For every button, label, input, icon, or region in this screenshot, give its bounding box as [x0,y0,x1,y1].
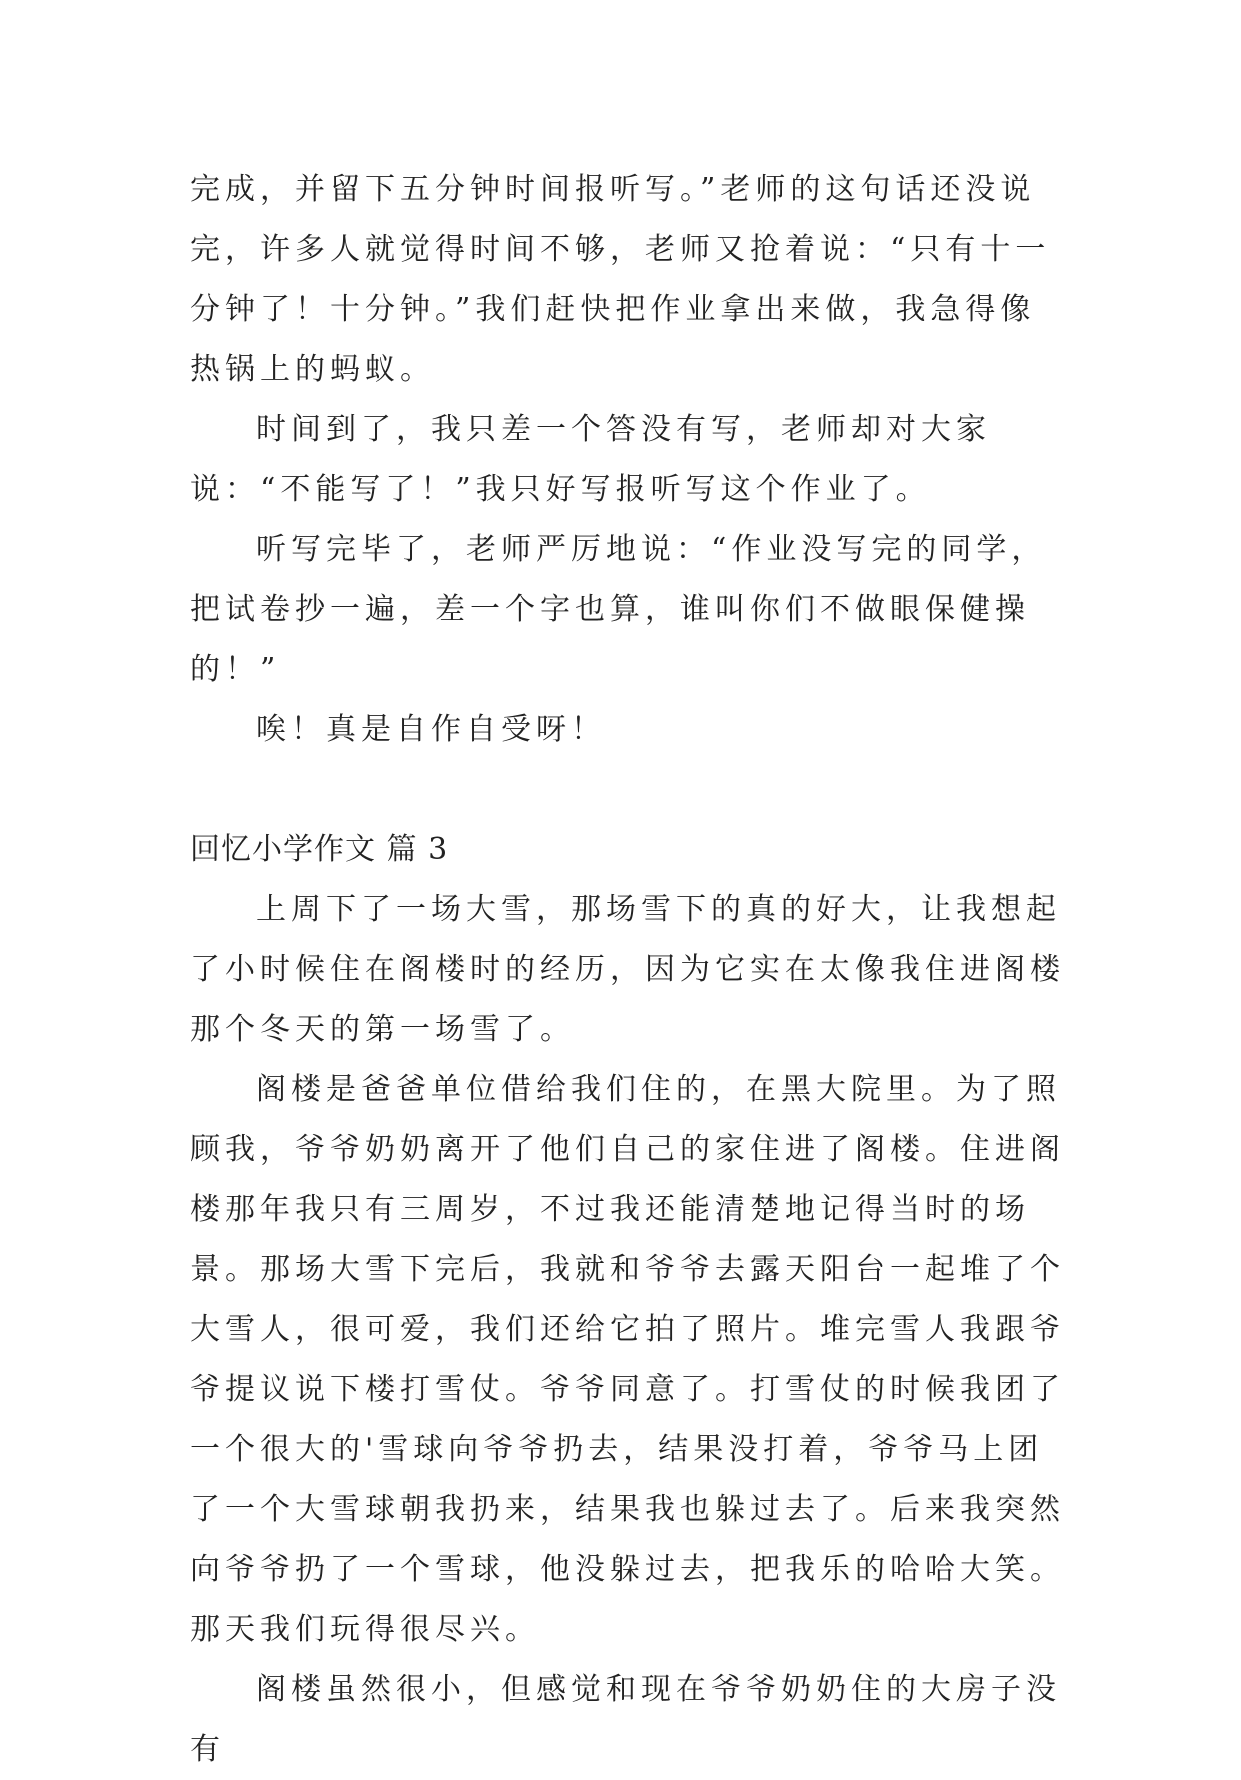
paragraph: 阁楼是爸爸单位借给我们住的，在黑大院里。为了照顾我，爷爷奶奶离开了他们自己的家住进了阁楼。住进阁楼那年我只有三周岁，不过我还能清楚地记得当时的场景。那场大雪下完后，我就和爷爷去露天阳台一起堆了个大雪人，很可爱，我们还给它拍了照片。堆完雪人我跟爷爷提议说下楼打雪仗。爷爷同意了。打雪仗的时候我团了一个很大的'雪球向爷爷扔去，结果没打着，爷爷马上团了一个大雪球朝我扔来，结果我也躲过去了。后来我突然向爷爷扔了一个雪球，他没躲过去，把我乐的哈哈大笑。那天我们玩得很尽兴。 [190,1072,1065,1647]
paragraph: 阁楼虽然很小，但感觉和现在爷爷奶奶住的大房子没有 [190,1672,1061,1767]
paragraph: 时间到了，我只差一个答没有写，老师却对大家说：“不能写了！”我只好写报听写这个作业了。 [190,412,991,507]
paragraph: 听写完毕了，老师严厉地说：“作业没写完的同学，把试卷抄一遍，差一个字也算，谁叫你们不做眼保健操的！” [190,532,1047,687]
section-heading: 回忆小学作文 篇 3 [190,832,449,867]
paragraph: 上周下了一场大雪，那场雪下的真的好大，让我想起了小时候住在阁楼时的经历，因为它实在太像我住进阁楼那个冬天的第一场雪了。 [190,892,1065,1047]
section-spacer [190,760,1070,820]
paragraph: 完成，并留下五分钟时间报听写。”老师的这句话还没说完，许多人就觉得时间不够，老师又抢着说：“只有十一分钟了！十分钟。”我们赶快把作业拿出来做，我急得像热锅上的蚂蚁。 [190,172,1051,387]
document-body [190,160,1070,1780]
paragraph: 唉！真是自作自受呀！ [256,712,606,747]
